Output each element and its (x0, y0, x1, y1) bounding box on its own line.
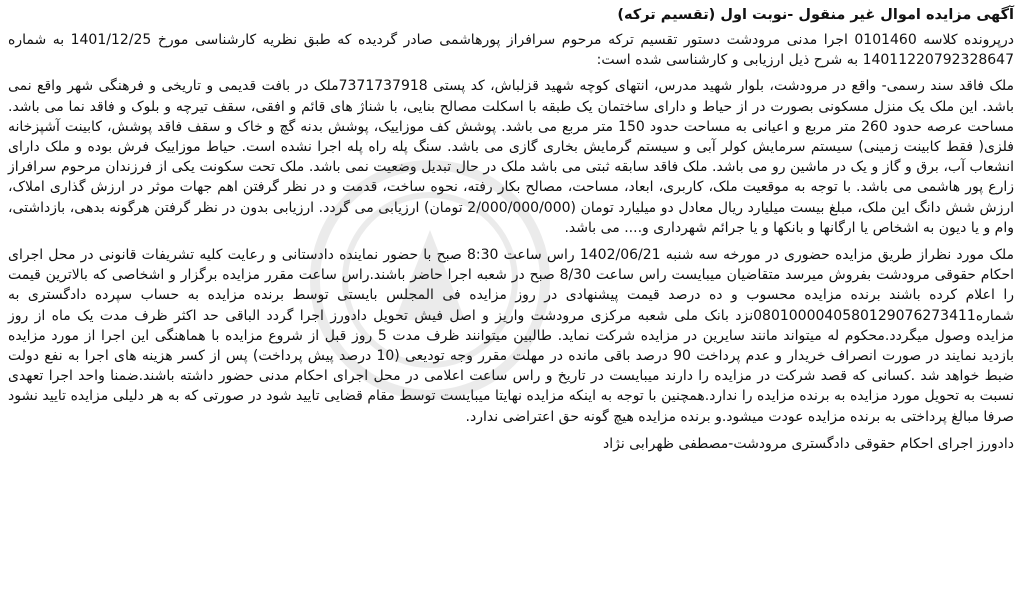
notice-title: آگهی مزایده اموال غیر منقول -نوبت اول (تقسیم ترکه) (617, 7, 1014, 23)
signature-line: دادورز اجرای احکام حقوقی دادگستری مرودشت-مصطفی ظهرابی نژاد (602, 435, 1014, 452)
property-description-paragraph: ملک فاقد سند رسمی- واقع در مرودشت، بلوار شهید مدرس، انتهای کوچه شهید قزلباش، کد پستی 7371737918ملک در بافت قدیمی و تاریخی و فرهنگی شهر واقع نمی باشد. این ملک یک منزل مسکونی بصورت در از حیاط و دارای ساختمان یک طبقه با اسکلت مصالح بنایی، با شناژ های قائم و افقی، سقف تیرچه و بلوک و فاقد نما می باشد. مساحت عرصه حدود 260 متر مربع و اعیانی به مساحت حدود 150 متر مربع می باشد. پوشش کف موزاییک، پوشش بدنه گچ و خاک و سقف فاقد پوشش، کابینت آشپزخانه فلزی( فقط کابینت زمینی) سیستم سرمایش کولر آبی و سیستم گرمایش بخاری گازی می باشد. سنگ پله راه پله اجرا نشده است. حیاط موزاییک فرش بوده و ملک دارای انشعاب آب، برق و گاز و یک در ماشین رو می باشد. ملک فاقد سابقه ثبتی می باشد ملک در حال تبدیل وضعیت نمی باشد. ملک تحت سکونت یکی از فرزندان مرحوم سرافراز زارع پور هاشمی می باشد. با توجه به موقعیت ملک، کاربری، ابعاد، مساحت، مصالح بکار رفته، نحوه ساخت، قدمت و در نظر گرفتن اهم جهات موثر در ارزش گذاری املاک، ارزش شش دانگ این ملک، مبلغ بیست میلیارد ریال معادل دو میلیارد تومان (2/000/000/000 تومان) ارزیابی می گردد. ارزیابی بدون در نظر گرفتن هرگونه بدهی، بازداشتی، وام و یا دیون به اشخاص یا ارگانها و بانکها و یا جرائم شهرداری و.... می باشد. (8, 78, 1015, 236)
notice-page (8, 4, 1014, 593)
auction-terms-paragraph: ملک مورد نظراز طریق مزایده حضوری در مورخه سه شنبه 1402/06/21 راس ساعت 8:30 صبح با حضور نماینده دادستانی و رعایت کلیه تشریفات قانونی در محل اجرای احکام حقوقی مرودشت بفروش میرسد متقاضیان میبایست راس ساعت 8/30 صبح در شعبه اجرا حاضر باشند.راس ساعت مقرر مزایده برگزار و اشخاصی که بالاترین قیمت را اعلام کرده باشند برنده مزایده محسوب و ده درصد قیمت پیشنهادی در روز مزایده فی المجلس بایستی توسط برنده مزایده به حساب سپرده دادگستری به شماره0801000040580129076273411نزد بانک ملی شعبه مرکزی مرودشت واریز و اصل فیش تحویل دادورز اجرا گردد الباقی حد اکثر ظرف مدت یک ماه از روز مزایده وصول میگردد.محکوم له میتواند مانند سایرین در مزایده شرکت نماید. طالبین میتوانند ظرف مدت 5 روز قبل از شروع مزایده با هماهنگی این اجرا از مورد مزایده بازدید نمایند در صورت انصراف خریدار و عدم پرداخت 90 درصد باقی مانده در مهلت مقرر وجه تودیعی (10 درصد پیش پرداخت) پس از کسر هزینه های اجرا به نفع دولت ضبط خواهد شد .کسانی که قصد شرکت در مزایده را دارند میبایست در تاریخ و راس ساعت اعلامی در محل اجرای احکام مدنی حضور داشته باشند.ضمنا واحد اجرا تعهدی نسبت به تحویل مورد مزایده به برنده مزایده را ندارد.همچنین با توجه به اینکه مزایده نهایتا میبایست توسط مقام قضایی تایید شود در صورتی که به هر دلیلی مزایده تایید نشود صرفا مبالغ پرداختی به برنده مزایده عودت میشود.و برنده مزایده هیچ گونه حق اعتراضی ندارد. (8, 247, 1014, 425)
intro-paragraph: درپرونده کلاسه 0101460 اجرا مدنی مرودشت دستور تقسیم ترکه مرحوم سرافراز پورهاشمی صادر گردیده که طبق نظریه کارشناسی مورخ 1401/12/25 به شماره 14011220792328647 به شرح ذیل ارزیابی و کارشناسی شده است: (8, 32, 1014, 69)
